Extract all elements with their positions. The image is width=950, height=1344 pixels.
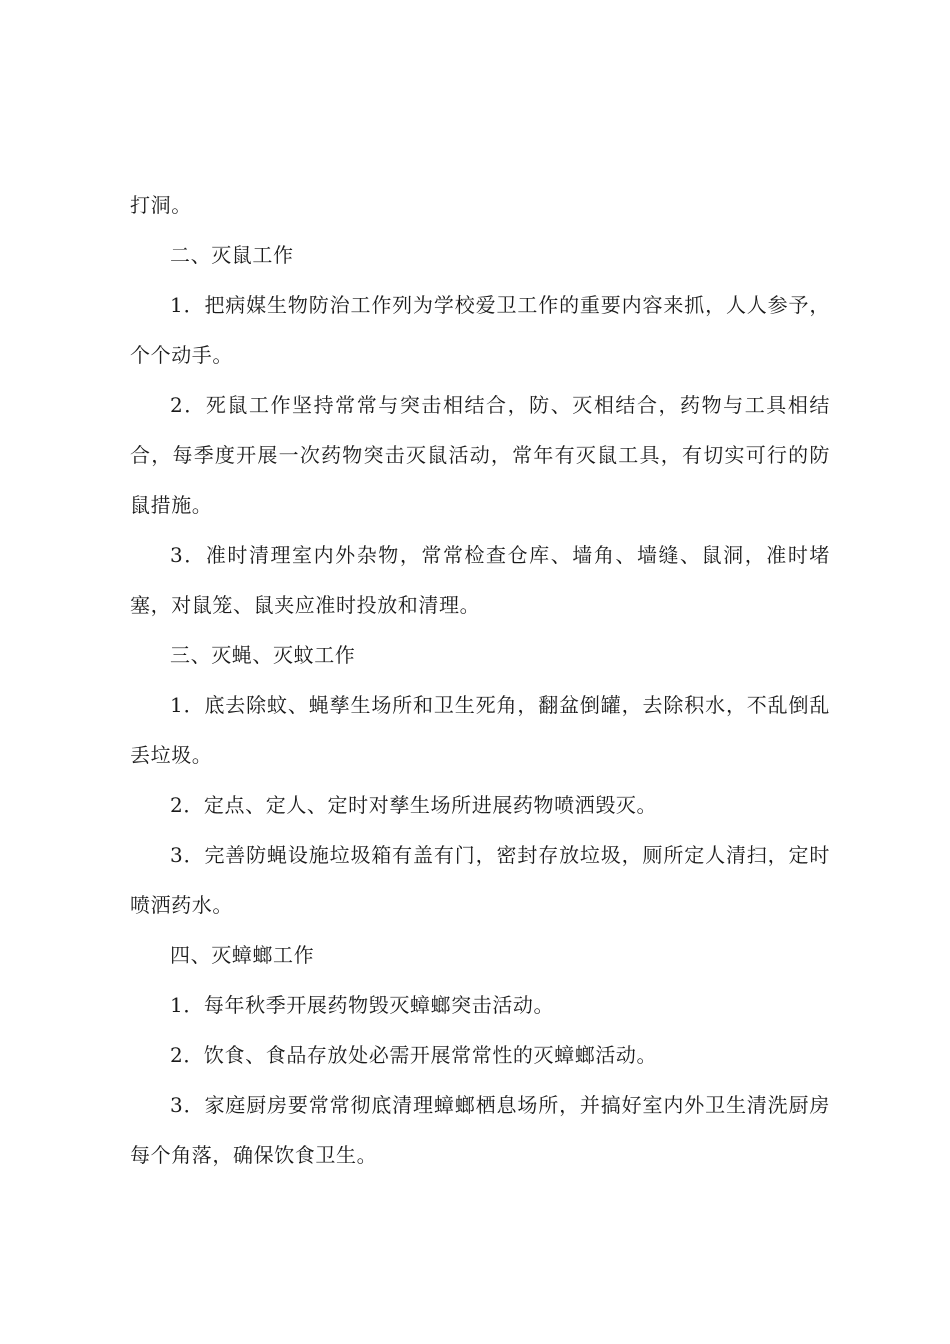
document-body <box>130 180 830 1180</box>
paragraph-rodent-1: 1．把病媒生物防治工作列为学校爱卫工作的重要内容来抓，人人参予，个个动手。 <box>130 293 830 367</box>
paragraph-fly-mosquito-1: 1．底去除蚊、蝇孳生场所和卫生死角，翻盆倒罐，去除积水，不乱倒乱丢垃圾。 <box>130 693 830 767</box>
paragraph-fly-mosquito-2: 2．定点、定人、定时对孳生场所进展药物喷洒毁灭。 <box>170 793 658 817</box>
paragraph-cockroach-2: 2．饮食、食品存放处必需开展常常性的灭蟑螂活动。 <box>170 1043 658 1067</box>
paragraph-cockroach-1: 1．每年秋季开展药物毁灭蟑螂突击活动。 <box>170 993 555 1017</box>
paragraph-fly-mosquito-3: 3．完善防蝇设施垃圾箱有盖有门，密封存放垃圾，厕所定人清扫，定时喷洒药水。 <box>130 843 830 917</box>
section-heading-rodent-control: 二、灭鼠工作 <box>170 243 294 267</box>
paragraph-rodent-2: 2．死鼠工作坚持常常与突击相结合，防、灭相结合，药物与工具相结合，每季度开展一次药物突击灭鼠活动，常年有灭鼠工具，有切实可行的防鼠措施。 <box>130 393 830 517</box>
paragraph-rodent-3: 3．准时清理室内外杂物，常常检查仓库、墙角、墙缝、鼠洞，准时堵塞，对鼠笼、鼠夹应准时投放和清理。 <box>130 543 830 617</box>
section-heading-cockroach-control: 四、灭蟑螂工作 <box>170 943 315 967</box>
paragraph-cockroach-3: 3．家庭厨房要常常彻底清理蟑螂栖息场所，并搞好室内外卫生清洗厨房每个角落，确保饮食卫生。 <box>130 1093 830 1167</box>
paragraph-continuation: 打洞。 <box>130 193 192 217</box>
section-heading-fly-mosquito-control: 三、灭蝇、灭蚊工作 <box>170 643 356 667</box>
